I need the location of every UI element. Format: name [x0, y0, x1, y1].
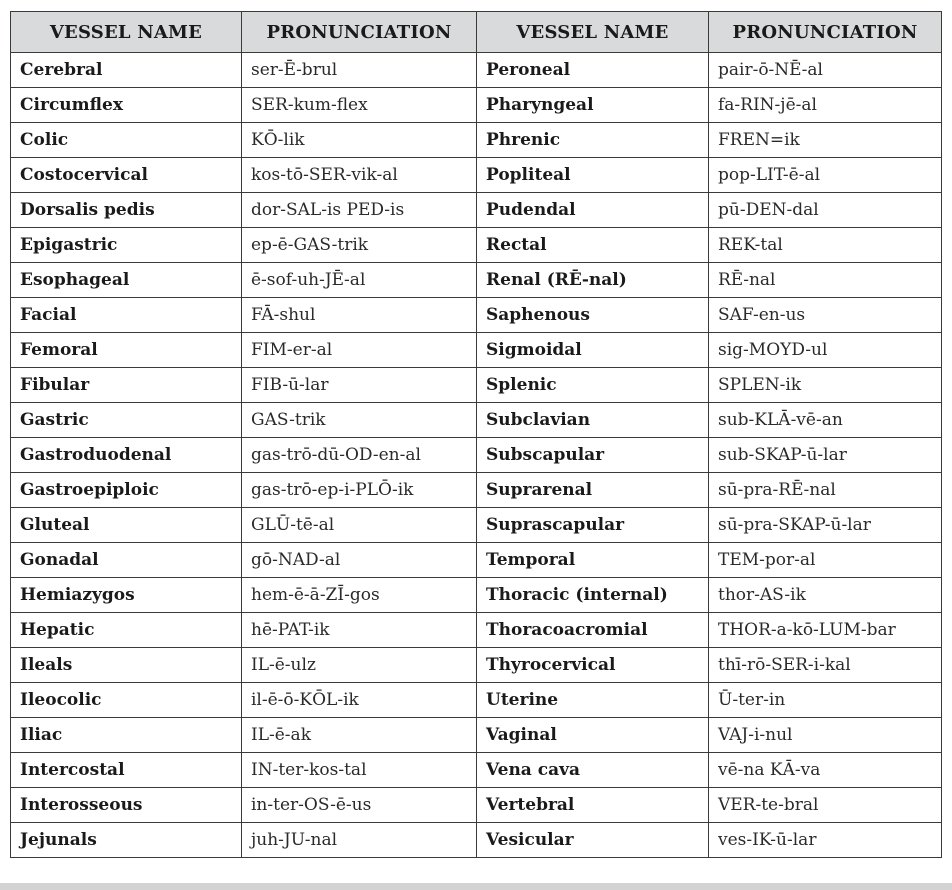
- table-row: [11, 438, 942, 473]
- table-row: [11, 543, 942, 578]
- pronunciation-cell: IL-ē-ulz: [242, 648, 477, 683]
- vessel-name-cell: Facial: [11, 298, 242, 333]
- header-pronunciation-left: PRONUNCIATION: [242, 12, 477, 53]
- pronunciation-cell: GLŪ-tē-al: [242, 508, 477, 543]
- table-row: [11, 753, 942, 788]
- pronunciation-cell: pop-LIT-ē-al: [709, 158, 942, 193]
- vessel-name-cell: Gluteal: [11, 508, 242, 543]
- vessel-name-cell: Vaginal: [477, 718, 709, 753]
- pronunciation-cell: gō-NAD-al: [242, 543, 477, 578]
- pronunciation-cell: FĀ-shul: [242, 298, 477, 333]
- vessel-name-cell: Subscapular: [477, 438, 709, 473]
- table-row: [11, 473, 942, 508]
- pronunciation-cell: sub-SKAP-ū-lar: [709, 438, 942, 473]
- vessel-name-cell: Saphenous: [477, 298, 709, 333]
- pronunciation-cell: FREN=ik: [709, 123, 942, 158]
- pronunciation-cell: KŌ-lik: [242, 123, 477, 158]
- table-row: [11, 718, 942, 753]
- vessel-name-cell: Uterine: [477, 683, 709, 718]
- page-bottom-edge: [0, 883, 952, 890]
- pronunciation-cell: hem-ē-ā-ZĪ-gos: [242, 578, 477, 613]
- pronunciation-cell: ē-sof-uh-JĒ-al: [242, 263, 477, 298]
- pronunciation-cell: thī-rō-SER-i-kal: [709, 648, 942, 683]
- pronunciation-cell: Ū-ter-in: [709, 683, 942, 718]
- vessel-name-cell: Vena cava: [477, 753, 709, 788]
- pronunciation-cell: IN-ter-kos-tal: [242, 753, 477, 788]
- vessel-name-cell: Subclavian: [477, 403, 709, 438]
- pronunciation-cell: ep-ē-GAS-trik: [242, 228, 477, 263]
- pronunciation-cell: juh-JU-nal: [242, 823, 477, 858]
- pronunciation-cell: hē-PAT-ik: [242, 613, 477, 648]
- pronunciation-cell: kos-tō-SER-vik-al: [242, 158, 477, 193]
- pronunciation-cell: SER-kum-flex: [242, 88, 477, 123]
- vessel-name-cell: Ileocolic: [11, 683, 242, 718]
- vessel-name-cell: Splenic: [477, 368, 709, 403]
- vessel-name-cell: Popliteal: [477, 158, 709, 193]
- table-row: [11, 53, 942, 88]
- pronunciation-cell: FIB-ū-lar: [242, 368, 477, 403]
- vessel-name-cell: Gastroduodenal: [11, 438, 242, 473]
- vessel-name-cell: Pudendal: [477, 193, 709, 228]
- table-row: [11, 368, 942, 403]
- vessel-name-cell: Rectal: [477, 228, 709, 263]
- pronunciation-cell: SAF-en-us: [709, 298, 942, 333]
- header-pronunciation-right: PRONUNCIATION: [709, 12, 942, 53]
- vessel-name-cell: Esophageal: [11, 263, 242, 298]
- pronunciation-cell: pū-DEN-dal: [709, 193, 942, 228]
- pronunciation-cell: sū-pra-SKAP-ū-lar: [709, 508, 942, 543]
- pronunciation-cell: gas-trō-dū-OD-en-al: [242, 438, 477, 473]
- vessel-name-cell: Gonadal: [11, 543, 242, 578]
- vessel-name-cell: Thoracoacromial: [477, 613, 709, 648]
- pronunciation-cell: THOR-a-kō-LUM-bar: [709, 613, 942, 648]
- vessel-name-cell: Interosseous: [11, 788, 242, 823]
- vessel-name-cell: Costocervical: [11, 158, 242, 193]
- pronunciation-cell: GAS-trik: [242, 403, 477, 438]
- table-row: [11, 263, 942, 298]
- vessel-name-cell: Hepatic: [11, 613, 242, 648]
- pronunciation-cell: IL-ē-ak: [242, 718, 477, 753]
- vessel-name-cell: Pharyngeal: [477, 88, 709, 123]
- table-row: [11, 613, 942, 648]
- table-row: [11, 403, 942, 438]
- pronunciation-cell: RĒ-nal: [709, 263, 942, 298]
- vessel-name-cell: Ileals: [11, 648, 242, 683]
- pronunciation-cell: VAJ-i-nul: [709, 718, 942, 753]
- table-row: [11, 333, 942, 368]
- vessel-name-cell: Gastric: [11, 403, 242, 438]
- vessel-name-cell: Gastroepiploic: [11, 473, 242, 508]
- vessel-name-cell: Hemiazygos: [11, 578, 242, 613]
- pronunciation-cell: il-ē-ō-KŌL-ik: [242, 683, 477, 718]
- vessel-name-cell: Phrenic: [477, 123, 709, 158]
- pronunciation-cell: pair-ō-NĒ-al: [709, 53, 942, 88]
- vessel-name-cell: Intercostal: [11, 753, 242, 788]
- header-row: [11, 12, 942, 53]
- table-row: [11, 298, 942, 333]
- vessel-name-cell: Thyrocervical: [477, 648, 709, 683]
- vessel-name-cell: Dorsalis pedis: [11, 193, 242, 228]
- table-row: [11, 158, 942, 193]
- vessel-name-cell: Peroneal: [477, 53, 709, 88]
- pronunciation-cell: TEM-por-al: [709, 543, 942, 578]
- vessel-pronunciation-table: [10, 11, 942, 858]
- table-row: [11, 823, 942, 858]
- header-vessel-name-right: VESSEL NAME: [477, 12, 709, 53]
- vessel-name-cell: Temporal: [477, 543, 709, 578]
- pronunciation-cell: in-ter-OS-ē-us: [242, 788, 477, 823]
- vessel-name-cell: Colic: [11, 123, 242, 158]
- pronunciation-cell: sig-MOYD-ul: [709, 333, 942, 368]
- vessel-name-cell: Renal (RĒ-nal): [477, 263, 709, 298]
- vessel-name-cell: Suprascapular: [477, 508, 709, 543]
- pronunciation-cell: ves-IK-ū-lar: [709, 823, 942, 858]
- pronunciation-cell: REK-tal: [709, 228, 942, 263]
- vessel-name-cell: Epigastric: [11, 228, 242, 263]
- vessel-name-cell: Cerebral: [11, 53, 242, 88]
- table-row: [11, 508, 942, 543]
- table-header: [11, 12, 942, 53]
- vessel-name-cell: Sigmoidal: [477, 333, 709, 368]
- vessel-name-cell: Vesicular: [477, 823, 709, 858]
- table-row: [11, 648, 942, 683]
- pronunciation-cell: dor-SAL-is PED-is: [242, 193, 477, 228]
- pronunciation-cell: ser-Ē-brul: [242, 53, 477, 88]
- pronunciation-cell: SPLEN-ik: [709, 368, 942, 403]
- pronunciation-cell: FIM-er-al: [242, 333, 477, 368]
- table-body: [11, 53, 942, 858]
- vessel-name-cell: Iliac: [11, 718, 242, 753]
- vessel-name-cell: Femoral: [11, 333, 242, 368]
- table-row: [11, 88, 942, 123]
- vessel-name-cell: Circumflex: [11, 88, 242, 123]
- pronunciation-cell: VER-te-bral: [709, 788, 942, 823]
- header-vessel-name-left: VESSEL NAME: [11, 12, 242, 53]
- table-row: [11, 228, 942, 263]
- pronunciation-cell: sub-KLĀ-vē-an: [709, 403, 942, 438]
- vessel-name-cell: Thoracic (internal): [477, 578, 709, 613]
- vessel-name-cell: Fibular: [11, 368, 242, 403]
- pronunciation-cell: sū-pra-RĒ-nal: [709, 473, 942, 508]
- pronunciation-cell: vē-na KĀ-va: [709, 753, 942, 788]
- pronunciation-cell: gas-trō-ep-i-PLŌ-ik: [242, 473, 477, 508]
- vessel-name-cell: Suprarenal: [477, 473, 709, 508]
- pronunciation-cell: thor-AS-ik: [709, 578, 942, 613]
- table-row: [11, 193, 942, 228]
- table-row: [11, 123, 942, 158]
- table-row: [11, 683, 942, 718]
- vessel-name-cell: Jejunals: [11, 823, 242, 858]
- vessel-name-cell: Vertebral: [477, 788, 709, 823]
- table-row: [11, 788, 942, 823]
- table-row: [11, 578, 942, 613]
- pronunciation-cell: fa-RIN-jē-al: [709, 88, 942, 123]
